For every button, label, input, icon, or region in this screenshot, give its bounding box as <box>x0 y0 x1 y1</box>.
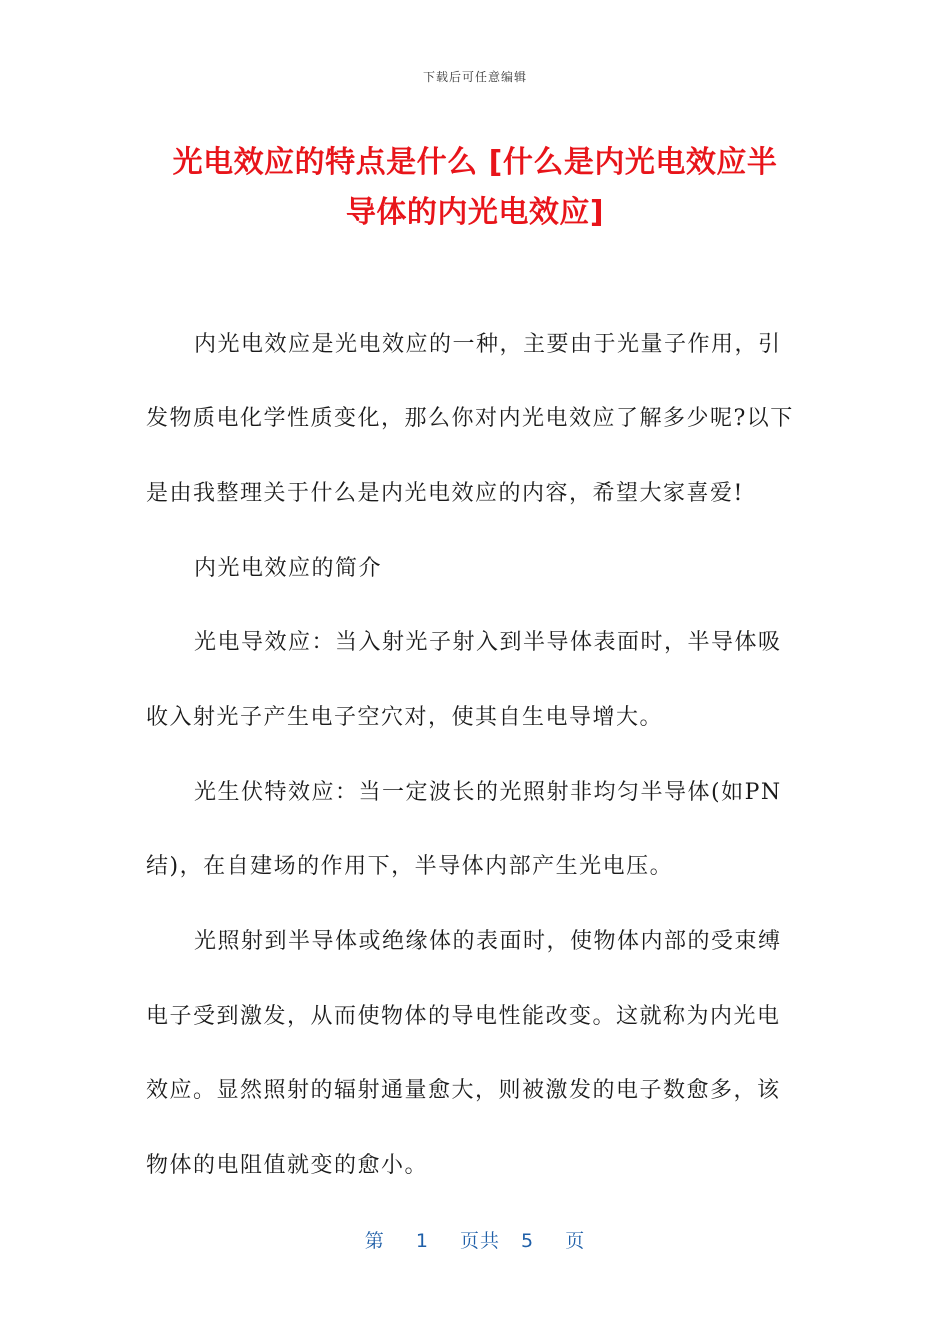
paragraph-line: 内光电效应是光电效应的一种，主要由于光量子作用，引 <box>194 332 782 357</box>
footer-ye: 页 <box>565 1230 586 1252</box>
current-page-number: 1 <box>415 1230 429 1252</box>
section-heading: 内光电效应的简介 <box>194 556 383 581</box>
paragraph-line: 物体的电阻值就变的愈小。 <box>146 1153 429 1178</box>
paragraph-line: 结)，在自建场的作用下，半导体内部产生光电压。 <box>146 854 674 879</box>
paragraph-line: 光电导效应：当入射光子射入到半导体表面时，半导体吸 <box>194 630 782 655</box>
title-line-2: 导体的内光电效应] <box>345 195 605 230</box>
total-pages-number: 5 <box>521 1230 535 1252</box>
paragraph-line: 光生伏特效应：当一定波长的光照射非均匀半导体(如PN <box>194 780 782 805</box>
page-footer <box>0 1226 950 1253</box>
paragraph-line: 收入射光子产生电子空穴对，使其自生电导增大。 <box>146 705 664 730</box>
footer-di: 第 <box>364 1230 385 1252</box>
title-line-1: 光电效应的特点是什么 [什么是内光电效应半 <box>172 145 778 180</box>
paragraph-line: 电子受到激发，从而使物体的导电性能改变。这就称为内光电 <box>146 1004 781 1029</box>
paragraph-line: 是由我整理关于什么是内光电效应的内容，希望大家喜爱! <box>146 481 744 506</box>
paragraph-line: 效应。显然照射的辐射通量愈大，则被激发的电子数愈多，该 <box>146 1078 781 1103</box>
header-note: 下载后可任意编辑 <box>422 70 527 84</box>
paragraph-line: 发物质电化学性质变化，那么你对内光电效应了解多少呢?以下 <box>146 406 794 431</box>
paragraph-line: 光照射到半导体或绝缘体的表面时，使物体内部的受束缚 <box>194 929 782 954</box>
footer-ye-gong: 页共 <box>459 1230 500 1252</box>
